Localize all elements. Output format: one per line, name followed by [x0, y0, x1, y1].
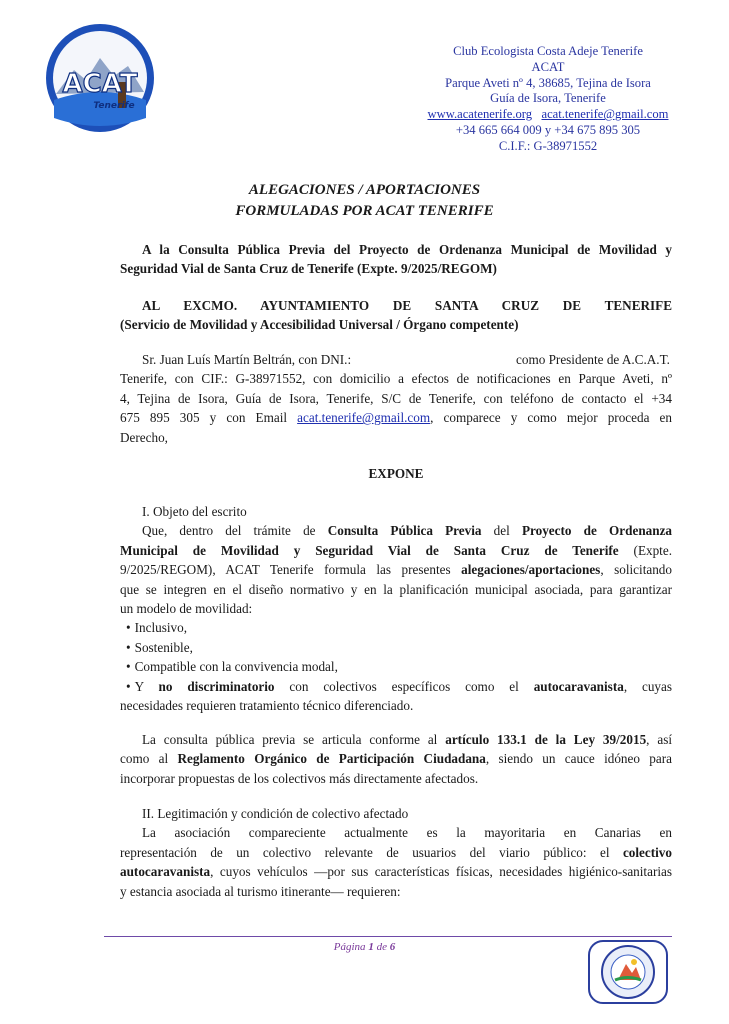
applicant-email-link[interactable]: acat.tenerife@gmail.com: [297, 410, 431, 426]
org-email-link[interactable]: acat.tenerife@gmail.com: [541, 107, 669, 122]
section-2-heading: II. Legitimación y condición de colectivo afectado: [142, 806, 409, 821]
association-seal-icon: [588, 940, 668, 1004]
expone-heading: EXPONE: [368, 466, 424, 481]
document-title: [0, 180, 729, 222]
list-item: • Inclusivo,: [120, 618, 672, 637]
org-address-line1: Parque Aveti nº 4, 38685, Tejina de Isora: [445, 75, 651, 90]
section-1-paragraph-2: La consulta pública previa se articula conforme al artículo 133.1 de la Ley 39/2015, así como al Reglamento Orgánico de Participación Ciudadana, siendo un cauce idóneo para incorporar propuestas de los colectivos más directamente afectados.: [120, 732, 672, 786]
recipient-paragraph: AL EXCMO. AYUNTAMIENTO DE SANTA CRUZ DE TENERIFE (Servicio de Movilidad y Accesibilidad Universal / Órgano competente): [120, 298, 672, 333]
organization-header: [398, 44, 698, 155]
section-1: I. Objeto del escrito Que, dentro del trámite de Consulta Pública Previa del Proyecto de Ordenanza Municipal de Movilidad y Seguridad Vial de Santa Cruz de Tenerife (Expte. 9/2025/REGOM), ACAT Tenerife formula las presentes alegaciones/aportaciones, solicitando que se integren en el diseño normativo y en la planificación municipal asociada, para garantizar un modelo de movilidad: • Inclusivo, • Sostenible, • Compatible con la convivencia modal, • Y no discriminatorio con colectivos específicos como el autocaravanista, cuyas necesidades requieren tratamiento técnico diferenciado.: [120, 502, 672, 715]
org-phones: +34 665 664 009 y +34 675 895 305: [455, 122, 641, 137]
section-1-heading: I. Objeto del escrito: [142, 504, 247, 519]
list-item: • Sostenible,: [120, 638, 672, 657]
list-item: • Y no discriminatorio con colectivos específicos como el autocaravanista, cuyas: [120, 677, 672, 696]
acat-logo: [44, 22, 156, 134]
consulta-paragraph: A la Consulta Pública Previa del Proyecto de Ordenanza Municipal de Movilidad y Seguridad Vial de Santa Cruz de Tenerife (Expte. 9/2025/REGOM): [120, 242, 672, 277]
org-cif: C.I.F.: G-38971552: [498, 138, 598, 153]
appearance-paragraph: Sr. Juan Luís Martín Beltrán, con DNI.: como Presidente de A.C.A.T. Tenerife, con CIF.: G-38971552, con domicilio a efectos de notificaciones en Parque Aveti, nº 4, Tejina de Isora, Guía de Isora, Tenerife, S/C de Tenerife, con teléfono de contacto el +34 675 895 305 y con Email acat.tenerife@gmail.com, comparece y como mejor proceda en Derecho,: [120, 352, 672, 445]
svg-text:Tenerife: Tenerife: [93, 101, 135, 111]
section-2: II. Legitimación y condición de colectivo afectado La asociación compareciente actualmente es la mayoritaria en Canarias en representación de un colectivo relevante de usuarios del viario público: el colectivo autocaravanista, cuyos vehículos —por sus características físicas, necesidades higiénico-sanitarias y estancia asociada al turismo itinerante— requieren:: [120, 806, 672, 899]
org-acronym: ACAT: [531, 59, 565, 74]
title-line2: FORMULADAS POR ACAT TENERIFE: [235, 203, 494, 219]
page-number: Página 1 de 6: [333, 941, 396, 953]
org-name: Club Ecologista Costa Adeje Tenerife: [453, 44, 643, 58]
footer-divider: [104, 936, 672, 937]
org-website-link[interactable]: www.acatenerife.org: [427, 107, 533, 122]
svg-text:ACAT: ACAT: [62, 69, 138, 99]
org-address-line2: Guía de Isora, Tenerife: [490, 91, 606, 106]
list-item: • Compatible con la convivencia modal,: [120, 657, 672, 676]
title-line1: ALEGACIONES / APORTACIONES: [248, 182, 481, 198]
